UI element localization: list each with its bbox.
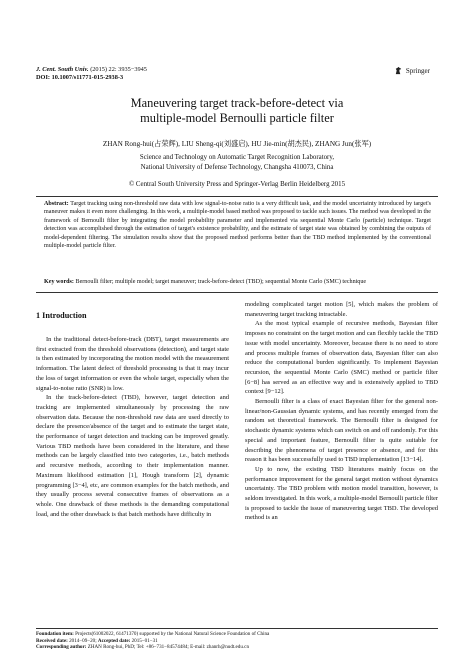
paragraph: In the track-before-detect (TBD), however, target detection and tracking are implemented simultaneously by processing the raw observation data. Because the non-threshold raw data are used directly to declare the presence/absence of the target and to estimate the target state, the performance of target detection and tracking can be improved greatly. Various TBD methods have been considered in the literature, and these methods can be largely classified into two categories, i.e., batch methods and recursive methods, according to their implementation manner. Maximum likelihood estimation [1], Hough transform [2], dynamic programming [3−4], etc, are common examples for the batch methods, and they usually process several consecutive frames of observations as a whole. One drawback of these methods is the demanding computational load, and the other drawback is that batch methods have difficulty in [36,394,229,518]
paragraph: As the most typical example of recursive methods, Bayesian filter imposes no constraint on the target motion and can flexibly tackle the TBD issue with model uncertainty. Moreover, because there is no need to store and process multiple frames of observation data, Bayesian filter can also reduce the computational burden significantly. To implement Bayesian recursion, the sequential Monte Carlo (SMC) method or particle filter [6−8] has served as an effective way and is extensively applied to TBD context [9−12]. [245,320,438,396]
paragraph: Up to now, the existing TBD literatures mainly focus on the performance improvement for the general target motion without dynamics uncertainty. The TBD problem with motion model transition, however, is seldom investigated. In this work, a multiple-model Bernoulli particle filter is proposed to tackle the issue of maneuvering target TBD. The developed method is an [245,465,438,522]
affiliation-line-1: Science and Technology on Automatic Target Recognition Laboratory, [139,154,335,161]
journal-citation [36,66,147,74]
footnote-text: Projects(61002022, 61471370) supported by the National Natural Science Foundation of China [75,631,270,637]
abstract [44,200,431,250]
footnote-text: ZHAN Rong-hui, PhD; Tel: +86−731−84574484; E-mail: zhanrh@nudt.edu.cn [87,644,249,651]
abstract-label: Abstract: [44,201,69,207]
publisher-logo [394,66,430,75]
keywords [44,278,431,286]
paragraph: modeling complicated target motion [5], which makes the problem of maneuvering target tracking intractable. [245,301,438,318]
body-column-right [245,300,438,523]
copyright-notice: © Central South University Press and Springer-Verlag Berlin Heidelberg 2015 [128,181,346,188]
springer-horse-icon [394,66,403,75]
footnote-label: Accepted date: [97,637,131,644]
title-line-1: Maneuvering target track-before-detect via [130,96,344,110]
footnote-text: 2015−01−31 [131,637,158,644]
body-column-left [36,335,229,519]
footnote-divider [36,628,438,629]
journal-volume: (2015) 22: 3935−3945 [90,66,147,73]
paragraph: In the traditional detect-before-track (DBT), target measurements are first extracted from the threshold observations (detection), and target state is then estimated by incorporating the motion model with the measurement information. The latent defect of threshold processing is that it may incur the loss of target information or even the whole target, especially when the signal-to-noise ratio (SNR) is low. [36,336,229,392]
author-list: ZHAN Rong-hui(占荣辉), LIU Sheng-qi(刘盛启), HU Jie-min(胡杰民), ZHANG Jun(张军) [102,140,372,148]
abstract-bottom-divider [36,292,438,293]
section-heading: 1 Introduction [36,311,87,320]
abstract-text: Target tracking using non-threshold raw data with low signal-to-noise ratio is a very difficult task, and the model uncertainty introduced by target's maneuver makes it even more challenging. In this work, a multiple-model based method was proposed to tackle such issues. The method was developed in the framework of Bernoulli filter by integrating the model probability parameter and implemented via sequential Monte Carlo (particle) technique. Target detection was accomplished through the estimation of target's existence probability, and the estimate of target state was obtained by combining the outputs of model-dependent filtering. The simulation results show that the proposed method performs better than the TBD method implemented by the conventional multiple-model particle filter. [44,201,431,250]
footnote-corresponding [36,644,438,651]
affiliation-line-2: National University of Defense Technology, Changsha 410073, China [140,164,334,171]
paper-title [0,96,474,126]
paragraph: Bernoulli filter is a class of exact Bayesian filter for the general non-linear/non-Gaussian dynamic systems, and has recently emerged from the random set theoretical framework. The Bernoulli filter is designed for stochastic dynamic systems which can switch on and off randomly. For this special and important feature, Bernoulli filter is quite suitable for describing the phenomena of target presence or absence, and for this reason it has been successfully used to TBD implementation [13−14]. [245,398,438,464]
affiliation [0,153,474,173]
title-line-2: multiple-model Bernoulli particle filter [140,111,334,125]
footnote-text: 2014−09−20; [69,637,98,644]
footnote-label: Received date: [36,637,68,644]
journal-header [36,66,147,82]
footnote-label: Corresponding author: [36,644,87,651]
journal-name: J. Cent. South Univ. [36,66,89,73]
keywords-text: Bernoulli filter; multiple model; target maneuver; track-before-detect (TBD); sequential Monte Carlo (SMC) technique [75,279,367,285]
footnote-label: Foundation item: [36,631,74,637]
footnote-foundation [36,631,438,638]
abstract-top-divider [36,196,438,197]
doi: DOI: 10.1007/s11771-015-2938-3 [36,74,124,82]
keywords-label: Key words: [44,279,74,285]
footnote-dates [36,638,438,645]
footnotes [36,631,438,651]
publisher-name: Springer [405,66,430,75]
